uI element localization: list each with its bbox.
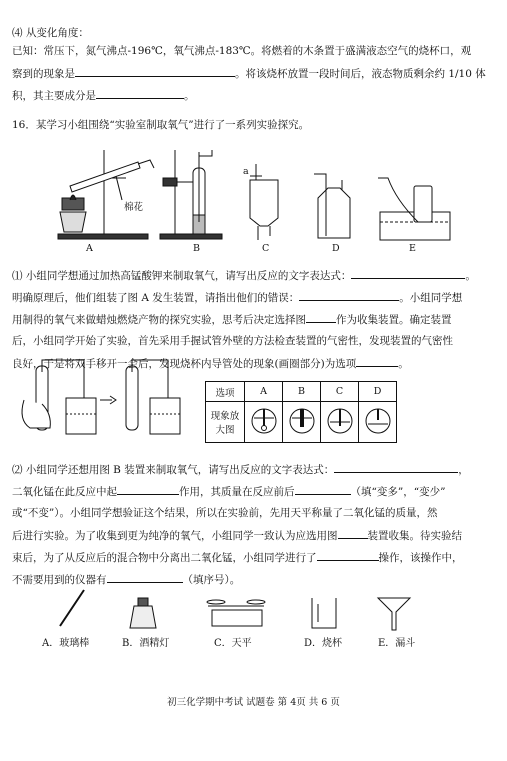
instrument-label-glass-rod: A．玻璃棒 xyxy=(42,638,90,649)
instrument-alcohol-lamp-drawing xyxy=(130,598,156,628)
p2-line-2: 二氧化锰在此反应中起 作用，其质量在反应前后 （填“变多”，“变少” xyxy=(12,486,446,498)
table-header-a: A xyxy=(245,382,283,402)
label-a: A xyxy=(86,243,93,254)
p1-line-1: ⑴ 小组同学想通过加热高锰酸钾来制取氧气，请写出反应的文字表达式： 。 xyxy=(12,270,476,282)
apparatus-e xyxy=(378,178,450,240)
table-header-c: C xyxy=(321,382,359,402)
table-header-b: B xyxy=(283,382,321,402)
q4-heading: ⑷ 从变化角度： xyxy=(12,27,89,39)
option-b-image xyxy=(283,402,321,443)
page-footer: 初三化学期中考试 试题卷 第 4页 共 6 页 xyxy=(167,697,340,708)
phenomenon-options-table xyxy=(205,381,397,443)
table-header-option: 选项 xyxy=(206,382,245,402)
p1-blank-equation[interactable] xyxy=(351,268,465,279)
label-e: E xyxy=(409,243,416,254)
q4-line-3: 积，其主要成分是 。 xyxy=(12,90,195,102)
table-row-label: 现象放 大图 xyxy=(206,402,245,443)
label-c: C xyxy=(262,243,270,254)
label-b: B xyxy=(193,243,200,254)
option-d-image xyxy=(359,402,397,443)
apparatus-d xyxy=(314,174,350,238)
instrument-label-beaker: D．烧杯 xyxy=(304,638,343,649)
option-c-image xyxy=(321,402,359,443)
p1-line-3: 用制得的氧气来做蜡烛燃烧产物的探究实验，思考后决定选择图 作为收集装置。确定装置 xyxy=(12,314,452,326)
instrument-label-funnel: E．漏斗 xyxy=(378,638,416,649)
p1-line-2: 明确原理后，他们组装了图 A 发生装置，请指出他们的错误： 。小组同学想 xyxy=(12,292,463,304)
p2-blank-role[interactable] xyxy=(117,484,179,495)
p2-blank-mass[interactable] xyxy=(295,484,351,495)
instrument-balance-drawing xyxy=(207,600,265,626)
p2-line-6: 不需要用到的仪器有 （填序号）。 xyxy=(12,574,241,586)
instrument-label-balance: C．天平 xyxy=(214,638,252,649)
q4-line-2: 察到的现象是 。将该烧杯放置一段时间后，液态物质剩余约 1/10 体 xyxy=(12,68,486,80)
p2-blank-collector[interactable] xyxy=(338,528,368,539)
p2-blank-instruments[interactable] xyxy=(107,572,183,583)
instrument-beaker-drawing xyxy=(312,598,336,628)
p2-line-5: 束后，为了从反应后的混合物中分离出二氧化锰，小组同学进行了 操作，该操作中， xyxy=(12,552,463,564)
label-d: D xyxy=(332,243,340,254)
q4-line-1: 已知：常压下，氮气沸点-196℃，氧气沸点-183℃。将燃着的木条置于盛满液态空气的烧杯口，观 xyxy=(12,45,472,57)
p2-blank-equation[interactable] xyxy=(334,462,458,473)
option-a-image xyxy=(245,402,283,443)
apparatus-a xyxy=(58,150,154,239)
instrument-glass-rod-drawing xyxy=(60,590,84,626)
p2-line-3: 或“不变”）。小组同学想验证这个结果，所以在实验前，先用天平称量了二氧化锰的质量，然 xyxy=(12,507,438,519)
p1-blank-collector[interactable] xyxy=(306,312,336,323)
p2-blank-operation[interactable] xyxy=(317,550,379,561)
apparatus-c xyxy=(250,164,278,240)
table-header-d: D xyxy=(359,382,397,402)
cotton-label: 棉花 xyxy=(124,202,144,213)
pipe-a-label: a xyxy=(243,166,249,177)
instrument-funnel-drawing xyxy=(378,598,410,630)
p1-line-5: 良好，于是将双手移开一会后，发现烧杯内导管处的现象(画圈部分)为选项 。 xyxy=(12,358,409,370)
p2-line-4: 后进行实验。为了收集到更为纯净的氧气，小组同学一致认为应选用图 装置收集。待实验结 xyxy=(12,530,462,542)
apparatus-b xyxy=(160,150,222,239)
instrument-label-alcohol-lamp: B．酒精灯 xyxy=(122,638,170,649)
p2-line-1: ⑵ 小组同学还想用图 B 装置来制取氧气，请写出反应的文字表达式： ， xyxy=(12,464,469,476)
airtightness-figure xyxy=(22,360,180,434)
p1-blank-option[interactable] xyxy=(356,356,398,367)
p1-line-4: 后，小组同学开始了实验，首先采用手握试管外壁的方法检查装置的气密性，发现装置的气密性 xyxy=(12,335,453,347)
q16-title: 16．某学习小组围绕“实验室制取氧气”进行了一系列实验探究。 xyxy=(12,119,310,131)
p1-blank-error[interactable] xyxy=(299,290,399,301)
